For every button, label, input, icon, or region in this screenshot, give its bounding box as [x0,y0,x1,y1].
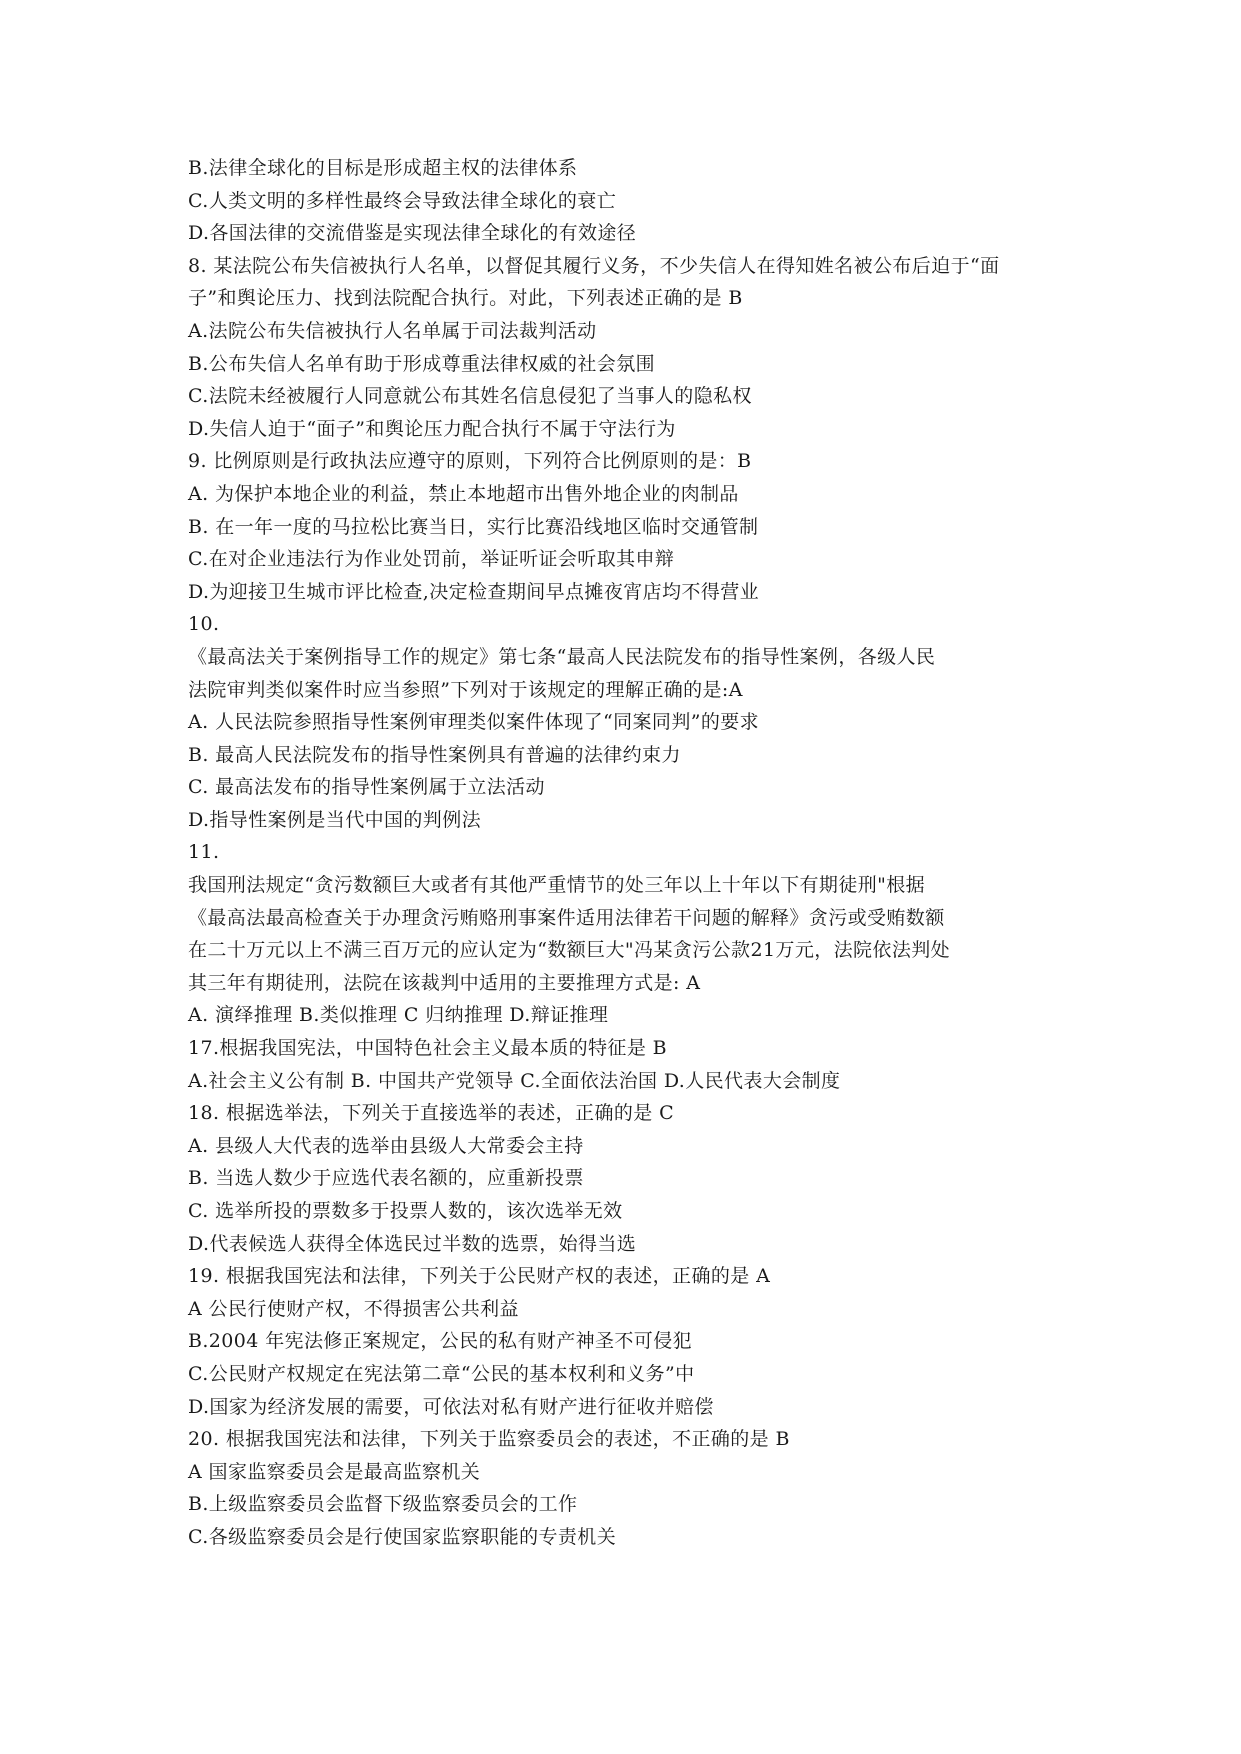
text-line: 我国刑法规定“贪污数额巨大或者有其他严重情节的处三年以上十年以下有期徒刑"根据 [188,874,926,897]
text-line: D.指导性案例是当代中国的判例法 [188,808,481,831]
text-line: 18. 根据选举法，下列关于直接选举的表述，正确的是 C [188,1102,675,1125]
text-line: 10. [188,613,220,636]
text-line: D.代表候选人获得全体选民过半数的选票，始得当选 [188,1232,637,1255]
text-line: A. 人民法院参照指导性案例审理类似案件体现了“同案同判”的要求 [188,711,760,734]
text-line: A.社会主义公有制 B. 中国共产党领导 C.全面依法治国 D.人民代表大会制度 [188,1069,841,1092]
text-line: C.法院未经被履行人同意就公布其姓名信息侵犯了当事人的隐私权 [188,385,752,408]
text-line: B.上级监察委员会监督下级监察委员会的工作 [188,1493,578,1516]
text-line: 其三年有期徒刑，法院在该裁判中适用的主要推理方式是: A [188,971,701,994]
text-line: C.人类文明的多样性最终会导致法律全球化的衰亡 [188,189,617,212]
text-line: B. 当选人数少于应选代表名额的，应重新投票 [188,1167,584,1190]
text-line: D.为迎接卫生城市评比检查,决定检查期间早点摊夜宵店均不得营业 [188,580,760,603]
text-line: C.在对企业违法行为作业处罚前，举证听证会听取其申辩 [188,548,675,571]
text-line: B. 在一年一度的马拉松比赛当日，实行比赛沿线地区临时交通管制 [188,515,759,538]
text-line: D.国家为经济发展的需要，可依法对私有财产进行征收并赔偿 [188,1395,714,1418]
text-line: C. 选举所投的票数多于投票人数的，该次选举无效 [188,1200,623,1222]
text-line: 9. 比例原则是行政执法应遵守的原则，下列符合比例原则的是：B [188,450,752,473]
text-line: D.各国法律的交流借鉴是实现法律全球化的有效途径 [188,222,637,245]
text-line: A.法院公布失信被执行人名单属于司法裁判活动 [188,319,597,342]
document-body [188,152,1068,1554]
text-line: 11. [188,841,220,864]
text-line: 20. 根据我国宪法和法律，下列关于监察委员会的表述，不正确的是 B [188,1428,790,1451]
text-line: 《最高法关于案例指导工作的规定》第七条“最高人民法院发布的指导性案例，各级人民 [188,645,936,668]
text-line: 8. 某法院公布失信被执行人名单，以督促其履行义务，不少失信人在得知姓名被公布后迫于“面 [188,254,1000,277]
text-line: 法院审判类似案件时应当参照”下列对于该规定的理解正确的是:A [188,678,743,701]
text-line: C.各级监察委员会是行使国家监察职能的专责机关 [188,1525,617,1548]
text-line: 在二十万元以上不满三百万元的应认定为“数额巨大"冯某贪污公款21万元，法院依法判处 [188,939,951,962]
text-line: 19. 根据我国宪法和法律，下列关于公民财产权的表述，正确的是 A [188,1265,771,1288]
text-line: C.公民财产权规定在宪法第二章“公民的基本权利和义务”中 [188,1362,695,1385]
text-line: B. 最高人民法院发布的指导性案例具有普遍的法律约束力 [188,743,681,766]
text-line: B.法律全球化的目标是形成超主权的法律体系 [188,157,578,179]
text-line: B.公布失信人名单有助于形成尊重法律权威的社会氛围 [188,352,656,375]
text-line: A 公民行使财产权，不得损害公共利益 [188,1297,519,1320]
text-line: 子”和舆论压力、找到法院配合执行。对此，下列表述正确的是 B [188,287,743,310]
text-line: C. 最高法发布的指导性案例属于立法活动 [188,776,545,799]
text-line: A. 为保护本地企业的利益，禁止本地超市出售外地企业的肉制品 [188,482,739,505]
text-line: A. 演绎推理 B.类似推理 C 归纳推理 D.辩证推理 [188,1004,609,1027]
text-line: 《最高法最高检查关于办理贪污贿赂刑事案件适用法律若干问题的解释》贪污或受贿数额 [188,906,945,929]
text-line: A. 县级人大代表的选举由县级人大常委会主持 [188,1134,584,1157]
text-line: D.失信人迫于“面子”和舆论压力配合执行不属于守法行为 [188,417,676,440]
text-line: 17.根据我国宪法，中国特色社会主义最本质的特征是 B [188,1037,668,1060]
text-line: A 国家监察委员会是最高监察机关 [188,1460,481,1483]
text-line: B.2004 年宪法修正案规定，公民的私有财产神圣不可侵犯 [188,1330,692,1353]
